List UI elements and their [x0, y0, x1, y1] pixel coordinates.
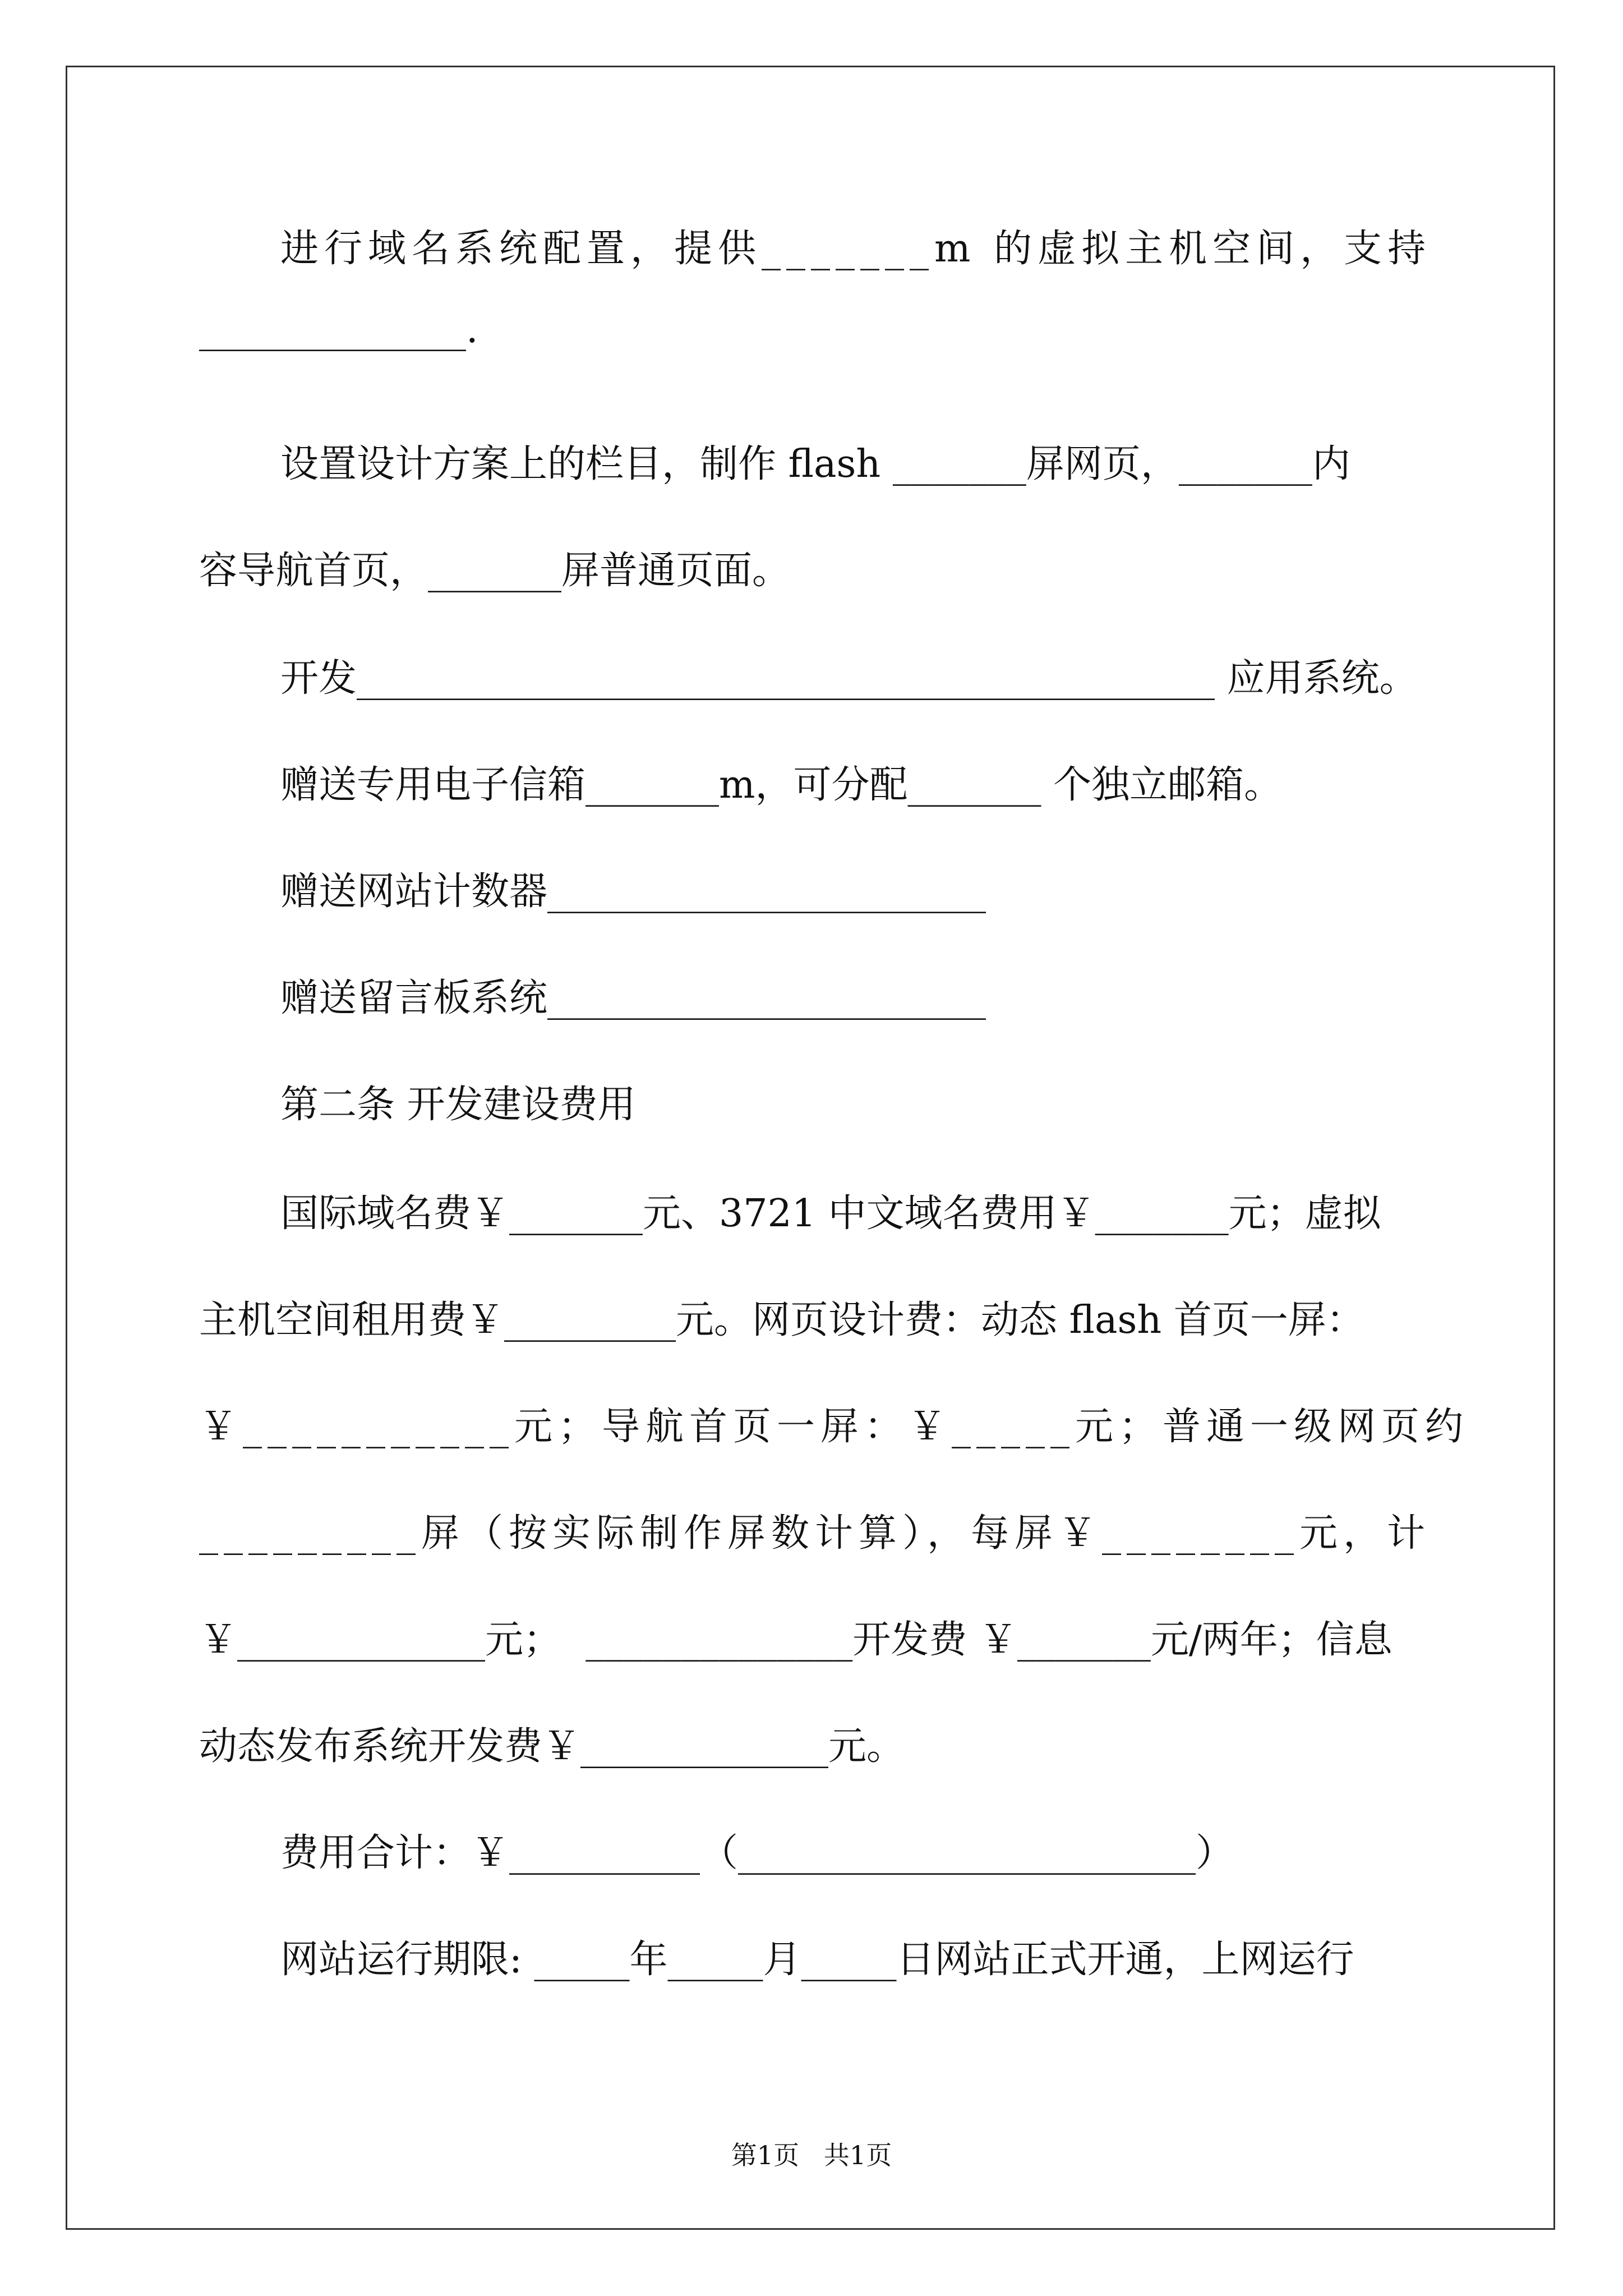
paragraph-line [0, 222, 1623, 276]
paragraph-line [0, 1720, 1623, 1774]
paragraph-line [0, 1294, 1623, 1347]
section-heading [0, 1078, 1623, 1132]
paragraph-line [0, 1400, 1623, 1454]
paragraph-line [0, 438, 1623, 491]
paragraph-line [0, 1507, 1623, 1561]
paragraph-line [0, 1826, 1623, 1880]
paragraph-line [0, 1613, 1623, 1667]
line-text: 赠送留言板系统_______________________ [280, 976, 986, 1020]
line-text: 开发_____________________________________________ 应用系统。 [280, 656, 1418, 701]
line-text: 第二条 开发建设费用 [280, 1083, 636, 1127]
line-text: 容导航首页，_______屏普通页面。 [199, 549, 791, 593]
paragraph-line [0, 544, 1623, 598]
line-text: 进行域名系统配置，提供_______m 的虚拟主机空间，支持 [280, 227, 1432, 271]
line-text: 费用合计：￥__________（________________________） [280, 1831, 1234, 1875]
line-text: 主机空间租用费￥_________元。网页设计费：动态 flash 首页一屏： [199, 1298, 1364, 1342]
line-text: _________屏（按实际制作屏数计算），每屏￥________元，计 [199, 1511, 1431, 1556]
page-footer: 第1页 共1页 [731, 2140, 892, 2170]
line-text: 赠送专用电子信箱_______m，可分配_______ 个独立邮箱。 [280, 763, 1283, 807]
line-text: 设置设计方案上的栏目，制作 flash _______屏网页，_______内 [280, 442, 1350, 486]
paragraph-line [0, 865, 1623, 919]
paragraph-line [0, 652, 1623, 706]
paragraph-line [0, 972, 1623, 1025]
line-text: 动态发布系统开发费￥_____________元。 [199, 1724, 905, 1769]
line-text: ______________. [199, 307, 478, 352]
page-border [66, 66, 1555, 2230]
line-text: ￥_____________元； ______________开发费 ￥_______元/两年；信息 [199, 1618, 1393, 1662]
line-text: 赠送网站计数器_______________________ [280, 869, 986, 914]
paragraph-line [0, 758, 1623, 812]
line-text: 网站运行期限: _____年_____月_____日网站正式开通，上网运行 [280, 1938, 1354, 1982]
paragraph-line [0, 303, 1623, 357]
paragraph-line [0, 1187, 1623, 1241]
line-text: ￥___________元；导航首页一屏：￥_____元；普通一级网页约 [199, 1405, 1469, 1449]
paragraph-line [0, 1933, 1623, 1987]
line-text: 国际域名费￥_______元、3721 中文域名费用￥_______元；虚拟 [280, 1191, 1381, 1236]
